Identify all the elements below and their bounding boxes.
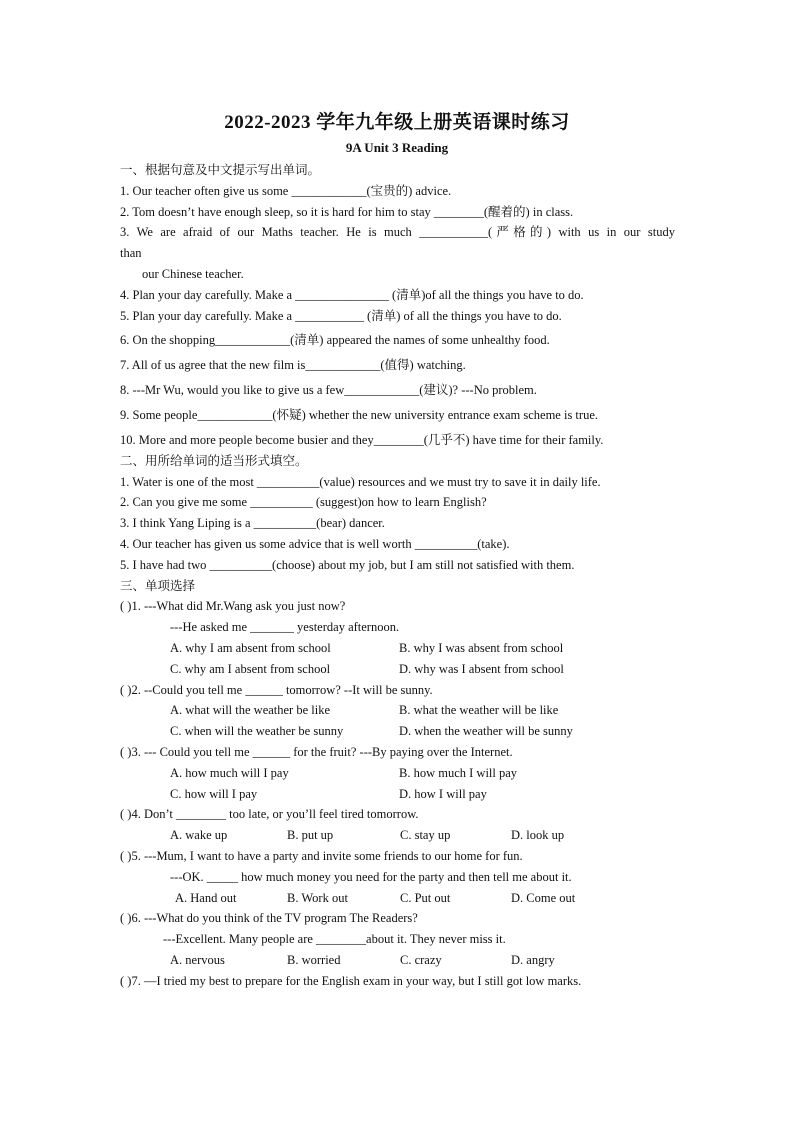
option-d: D. angry [511,953,555,967]
option-b: B. what the weather will be like [399,703,559,717]
exercise-line: 3. I think Yang Liping is a __________(bear) dancer. [120,516,385,530]
question-stem: ( )6. ---What do you think of the TV program The Readers? [120,911,418,925]
exercise-line: 5. Plan your day carefully. Make a ___________ (清单) of all the things you have to do. [120,309,562,323]
option-b: B. Work out [287,891,348,905]
option-a: A. how much will I pay [170,766,289,780]
option-a: A. wake up [170,828,228,842]
section-heading: 一、根据句意及中文提示写出单词。 [120,162,321,177]
exercise-line: 8. ---Mr Wu, would you like to give us a few____________(建议)? ---No problem. [120,383,537,397]
exercise-line: 1. Water is one of the most __________(value) resources and we must try to save it in daily life. [120,475,601,489]
option-b: B. put up [287,828,334,842]
option-d: D. when the weather will be sunny [399,724,573,738]
section-heading: 三、单项选择 [120,578,196,593]
question-stem: ( )3. --- Could you tell me ______ for the fruit? ---By paying over the Internet. [120,745,513,759]
option-c: C. how will I pay [170,787,258,801]
page-title: 2022-2023 学年九年级上册英语课时练习 [224,112,570,133]
option-a: A. why I am absent from school [170,641,331,655]
question-line: ---He asked me _______ yesterday afternoon. [170,620,400,634]
exercise-line: 7. All of us agree that the new film is____________(值得) watching. [120,358,466,372]
question-stem: ( )2. --Could you tell me ______ tomorrow? --It will be sunny. [120,683,433,697]
option-a: A. what will the weather be like [170,703,331,717]
exercise-line: our Chinese teacher. [142,267,244,281]
page-subtitle: 9A Unit 3 Reading [345,140,449,155]
option-d: D. how I will pay [399,787,487,801]
option-c: C. Put out [400,891,451,905]
exercise-line: 9. Some people____________(怀疑) whether the new university entrance exam scheme is true. [120,408,598,422]
option-c: C. when will the weather be sunny [170,724,344,738]
question-stem: ( )5. ---Mum, I want to have a party and invite some friends to our home for fun. [120,849,523,863]
exercise-line: than [120,246,142,260]
option-b: B. worried [287,953,341,967]
exercise-line: 2. Tom doesn’t have enough sleep, so it is hard for him to stay ________(醒着的) in class. [120,205,574,219]
option-b: B. why I was absent from school [399,641,564,655]
option-d: D. Come out [511,891,576,905]
option-d: D. why was I absent from school [399,662,564,676]
option-a: A. Hand out [175,891,237,905]
exercise-line: 3. We are afraid of our Maths teacher. He is much ___________(严格的) with us in our study [120,225,675,239]
exercise-line: 4. Our teacher has given us some advice that is well worth __________(take). [120,537,510,551]
option-c: C. why am I absent from school [170,662,331,676]
exercise-line: 1. Our teacher often give us some ____________(宝贵的) advice. [120,184,452,198]
option-d: D. look up [511,828,565,842]
option-c: C. stay up [400,828,451,842]
exercise-line: 10. More and more people become busier and they________(几乎不) have time for their family. [120,433,604,447]
exercise-line: 5. I have had two __________(choose) about my job, but I am still not satisfied with them. [120,558,575,572]
question-stem: ( )4. Don’t ________ too late, or you’ll feel tired tomorrow. [120,807,419,821]
question-stem: ( )7. —I tried my best to prepare for the English exam in your way, but I still got low marks. [120,974,582,988]
option-c: C. crazy [400,953,442,967]
section-heading: 二、用所给单词的适当形式填空。 [120,453,308,468]
exercise-line: 2. Can you give me some __________ (suggest)on how to learn English? [120,495,487,509]
option-b: B. how much I will pay [399,766,518,780]
exercise-line: 6. On the shopping____________(清单) appeared the names of some unhealthy food. [120,333,550,347]
question-line: ---OK. _____ how much money you need for the party and then tell me about it. [170,870,572,884]
question-stem: ( )1. ---What did Mr.Wang ask you just now? [120,599,346,613]
question-line: ---Excellent. Many people are ________about it. They never miss it. [163,932,506,946]
exercise-line: 4. Plan your day carefully. Make a _______________ (清单)of all the things you have to do. [120,288,584,302]
option-a: A. nervous [170,953,225,967]
